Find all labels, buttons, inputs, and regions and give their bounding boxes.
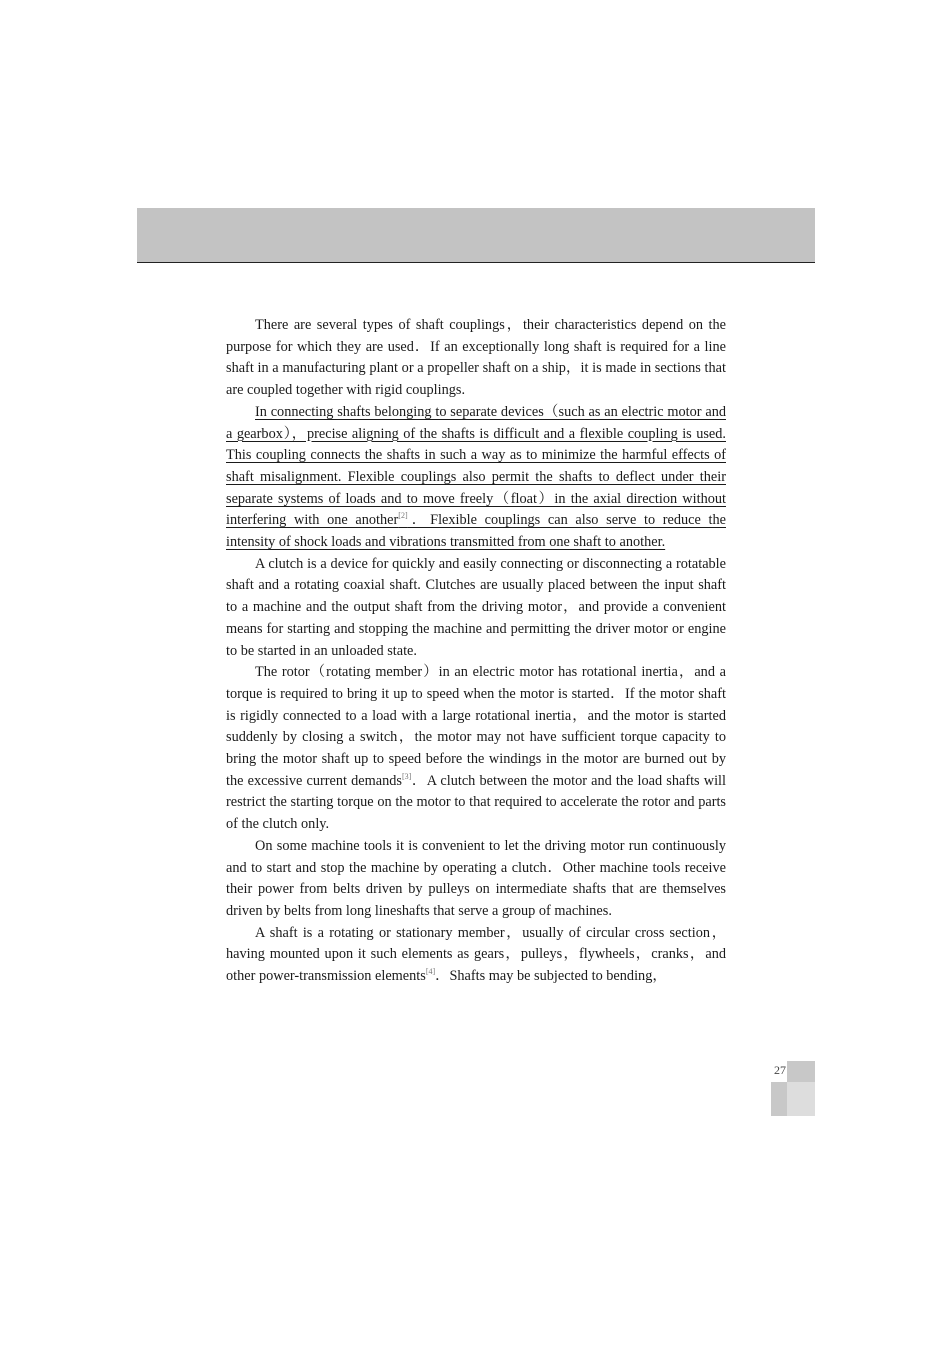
- body-text: [226, 315, 726, 988]
- paragraph-shaft-definition: [226, 923, 726, 988]
- header-band: [137, 208, 815, 262]
- page-number: 27: [774, 1063, 786, 1077]
- corner-decoration: [771, 1082, 787, 1116]
- paragraph-text: The rotor（rotating member）in an electric motor has rotational inertia，and a torque is required to bring it up to speed when the motor is started．If the motor shaft is rigidly connected to a load with a large rotational inertia，and the motor is started suddenly by closing a switch，the motor may not have sufficient torque capacity to bring the motor shaft up to speed before the windings in the motor are burned out by the excessive current demands: [226, 664, 726, 789]
- paragraph-machine-tools: On some machine tools it is convenient to let the driving motor run continuously and to start and stop the machine by operating a clutch．Other machine tools receive their power from belts driven by pulleys on intermediate shafts that are themselves driven by belts from long lineshafts that serve a group of machines.: [226, 837, 726, 919]
- paragraph-flexible-couplings: [226, 402, 726, 554]
- underlined-passage: [226, 404, 726, 550]
- footnote-ref: [4]: [425, 967, 436, 977]
- paragraph-text: ．Shafts may be subjected to bending，: [435, 968, 667, 985]
- paragraph-text: ．A clutch between the motor and the load shafts will restrict the starting torque on the motor to that required to accelerate the rotor and parts of the clutch only.: [226, 772, 726, 833]
- corner-decoration: [787, 1082, 815, 1116]
- header-rule: [137, 262, 815, 263]
- paragraph-text: ．Flexible couplings can also serve to reduce the intensity of shock loads and vibrations transmitted from one shaft to another.: [226, 512, 726, 551]
- paragraph-text: In connecting shafts belonging to separate devices（such as an electric motor and a gearbox），precise aligning of the shafts is difficult and a flexible coupling is used. This coupling connects the shafts in such a way as to minimize the harmful effects of shaft misalignment. Flexible couplings also permit the shafts to deflect under their separate systems of loads and to move freely（float）in the axial direction without interfering with one another: [226, 403, 726, 529]
- footnote-ref: [3]: [401, 771, 412, 781]
- paragraph-clutch-definition: A clutch is a device for quickly and easily connecting or disconnecting a rotatable shaft and a rotating coaxial shaft. Clutches are usually placed between the input shaft to a machine and the output shaft from the driving motor，and provide a convenient means for starting and stopping the machine and permitting the driver motor or engine to be started in an unloaded state.: [226, 555, 726, 659]
- corner-decoration: [787, 1061, 815, 1082]
- paragraph-text: A shaft is a rotating or stationary member，usually of circular cross section，having mounted upon it such elements as gears，pulleys，flywheels，cranks，and other power-transmission elements: [226, 924, 726, 985]
- footnote-ref: [2]: [398, 511, 408, 521]
- paragraph-rotor-inertia: [226, 662, 726, 836]
- paragraph-shaft-couplings: There are several types of shaft couplings，their characteristics depend on the purpose for which they are used．If an exceptionally long shaft is required for a line shaft in a manufacturing plant or a propeller shaft on a ship，it is made in sections that are coupled together with rigid couplings.: [226, 317, 726, 399]
